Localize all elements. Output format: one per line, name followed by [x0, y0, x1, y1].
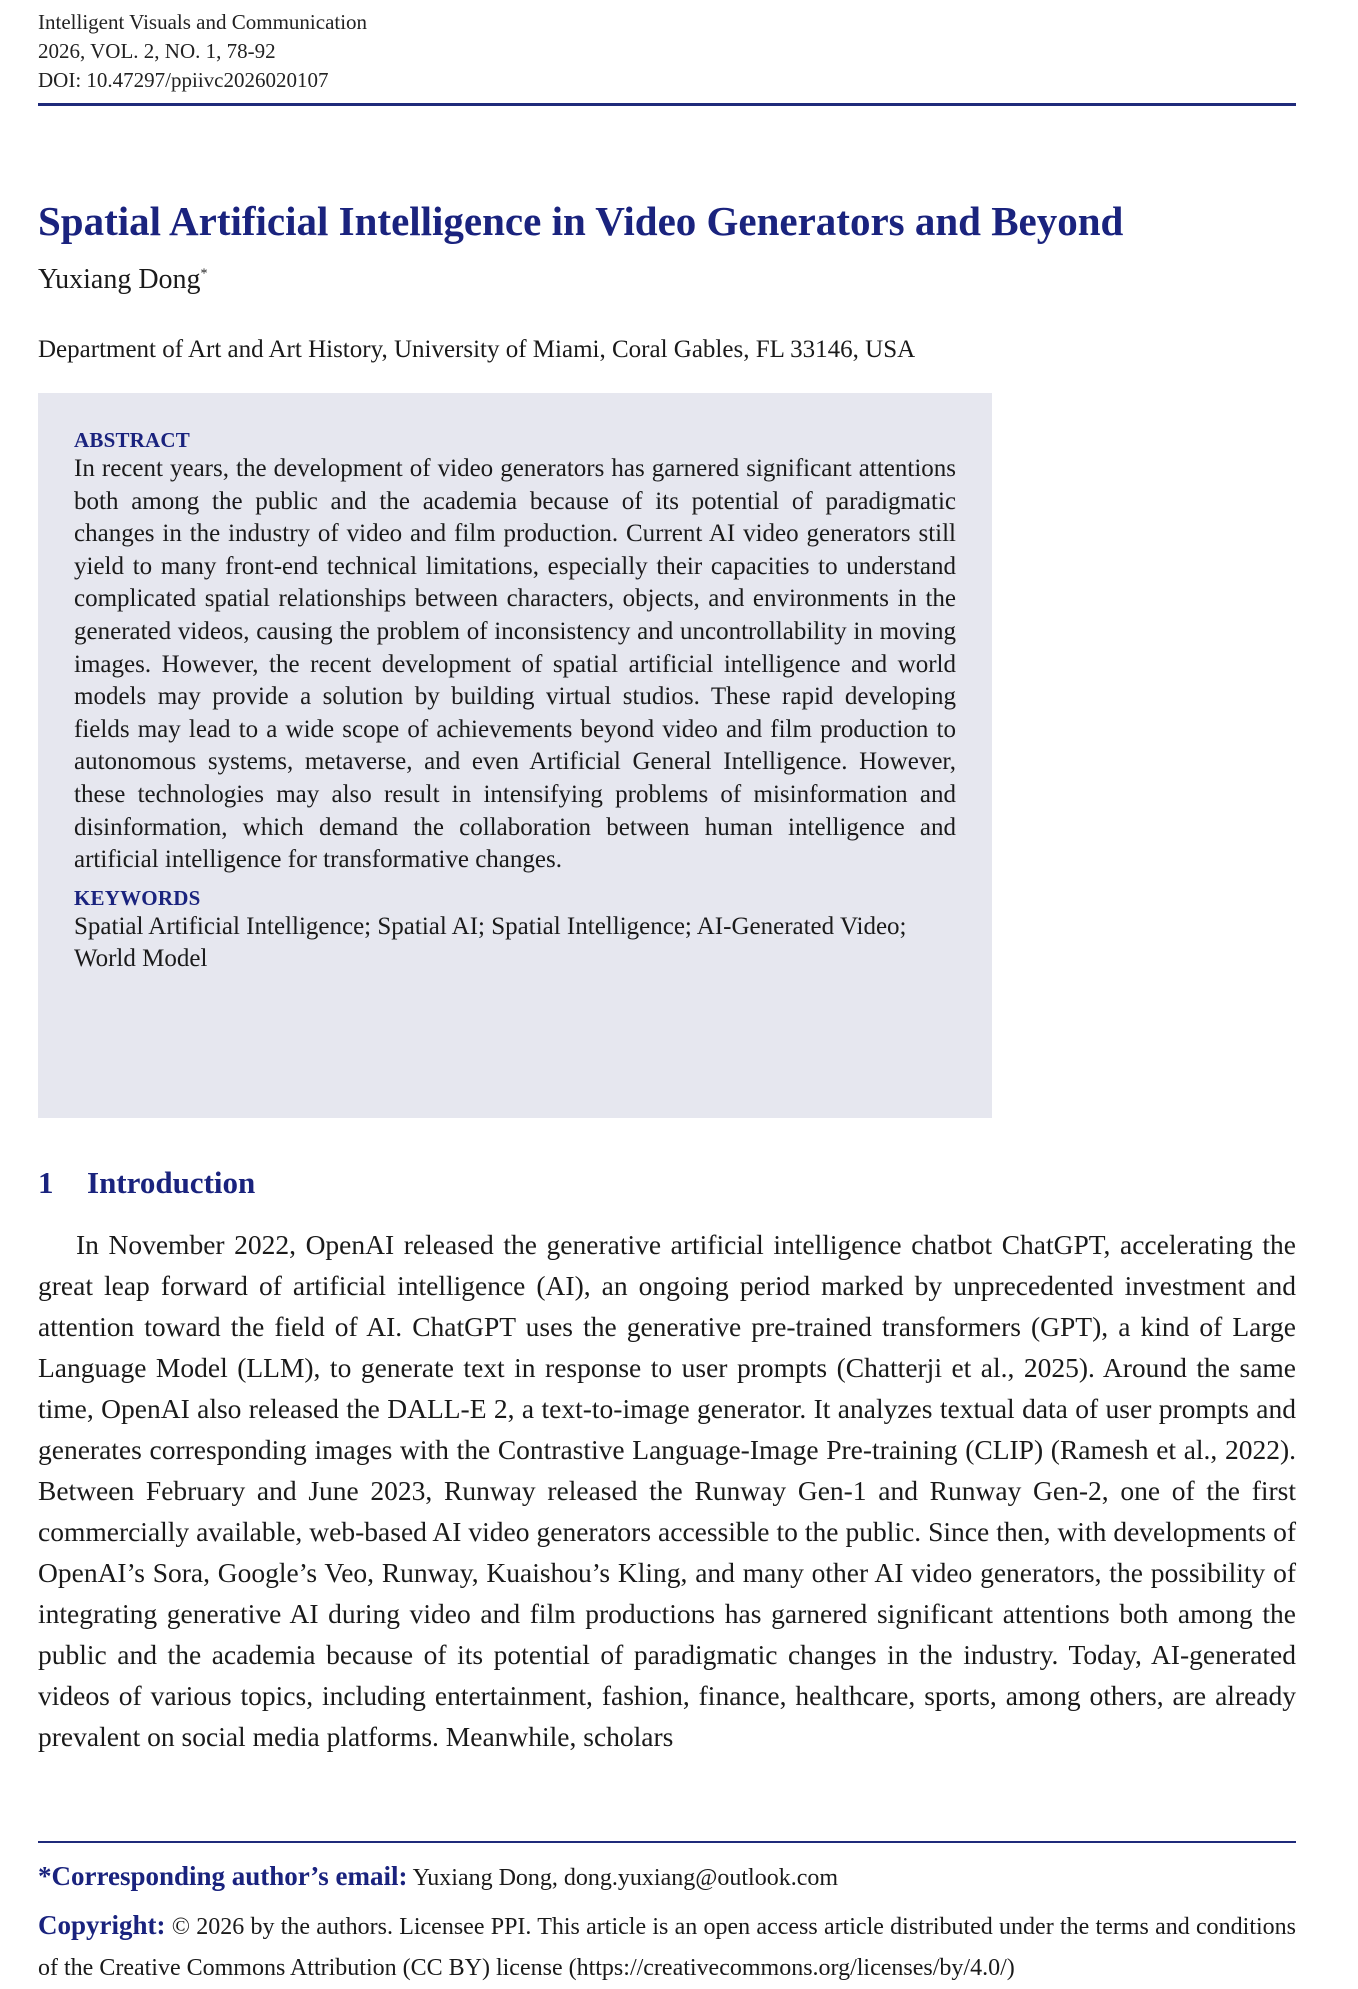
- doi[interactable]: DOI: 10.47297/ppiivc2026020107: [38, 68, 329, 92]
- abstract-box: [38, 393, 992, 1118]
- paper-title: Spatial Artificial Intelligence in Video Generators and Beyond: [38, 198, 1124, 244]
- email-label: *Corresponding author’s email:: [38, 1861, 408, 1891]
- abstract-text: In recent years, the development of video generators has garnered significant attentions both among the public and the academia because of its potential of paradigmatic changes in the industry of video and film production. Current AI video generators still yield to many front-end technical limitations, especially their capacities to understand complicated spatial relationships between characters, objects, and environments in the generated videos, causing the problem of inconsistency and uncontrollability in moving images. However, the recent development of spatial artificial intelligence and world models may provide a solution by building virtual studios. These rapid developing fields may lead to a wide scope of achievements beyond video and film production to autonomous systems, metaverse, and even Artificial General Intelligence. However, these technologies may also result in intensifying problems of misinformation and disinformation, which demand the collaboration between human intelligence and artificial intelligence for transformative changes.: [74, 455, 956, 874]
- author-affiliation: Department of Art and Art History, University of Miami, Coral Gables, FL 33146, USA: [38, 336, 916, 363]
- email-text[interactable]: Yuxiang Dong, dong.yuxiang@outlook.com: [412, 1865, 839, 1891]
- section-heading-introduction: [38, 1163, 255, 1203]
- introduction-paragraph: In November 2022, OpenAI released the generative artificial intelligence chatbot ChatGPT, accelerating the great leap forward of artificial intelligence (AI), an ongoing period marked by unprecedented investment and attention toward the field of AI. ChatGPT uses the generative pre-trained transformers (GPT), a kind of Large Language Model (LLM), to generate text in response to user prompts (Chatterji et al., 2025). Around the same time, OpenAI also released the DALL-E 2, a text-to-image generator. It analyzes textual data of user prompts and generates corresponding images with the Contrastive Language-Image Pre-training (CLIP) (Ramesh et al., 2022). Between February and June 2023, Runway released the Runway Gen-1 and Runway Gen-2, one of the first commercially available, web-based AI video generators accessible to the public. Since then, with developments of OpenAI’s Sora, Google’s Veo, Runway, Kuaishou’s Kling, and many other AI video generators, the possibility of integrating generative AI during video and film productions has garnered significant attentions both among the public and the academia because of its potential of paradigmatic changes in the industry. Today, AI-generated videos of various topics, including entertainment, fashion, finance, healthcare, sports, among others, are already prevalent on social media platforms. Meanwhile, scholars: [38, 1229, 1296, 1752]
- copyright-note: [38, 1905, 1296, 1989]
- corresponding-author-mark: *: [200, 266, 208, 282]
- keywords-heading: KEYWORDS: [74, 885, 201, 910]
- header-divider: [38, 103, 1296, 106]
- journal-name: Intelligent Visuals and Communication: [38, 10, 368, 34]
- article-page: [38, 0, 1296, 1982]
- author-line: [38, 262, 208, 298]
- abstract-heading: ABSTRACT: [74, 428, 190, 452]
- section-title: Introduction: [87, 1165, 256, 1200]
- journal-header: [38, 8, 367, 95]
- corresponding-author-note: [38, 1860, 1296, 1895]
- author-name: Yuxiang Dong: [38, 264, 201, 295]
- section-number: 1: [38, 1165, 54, 1200]
- copyright-text: © 2026 by the authors. Licensee PPI. This article is an open access article distributed under the terms and conditions of the Creative Commons Attribution (CC BY) license (https://creativecommons.org/licenses/by/4.0/): [38, 1914, 1296, 1981]
- footer-divider: [38, 1841, 1296, 1843]
- copyright-label: Copyright:: [38, 1910, 166, 1940]
- keywords-text: Spatial Artificial Intelligence; Spatial AI; Spatial Intelligence; AI-Generated Video; World Model: [74, 912, 907, 972]
- volume-info: 2026, VOL. 2, NO. 1, 78-92: [38, 39, 276, 63]
